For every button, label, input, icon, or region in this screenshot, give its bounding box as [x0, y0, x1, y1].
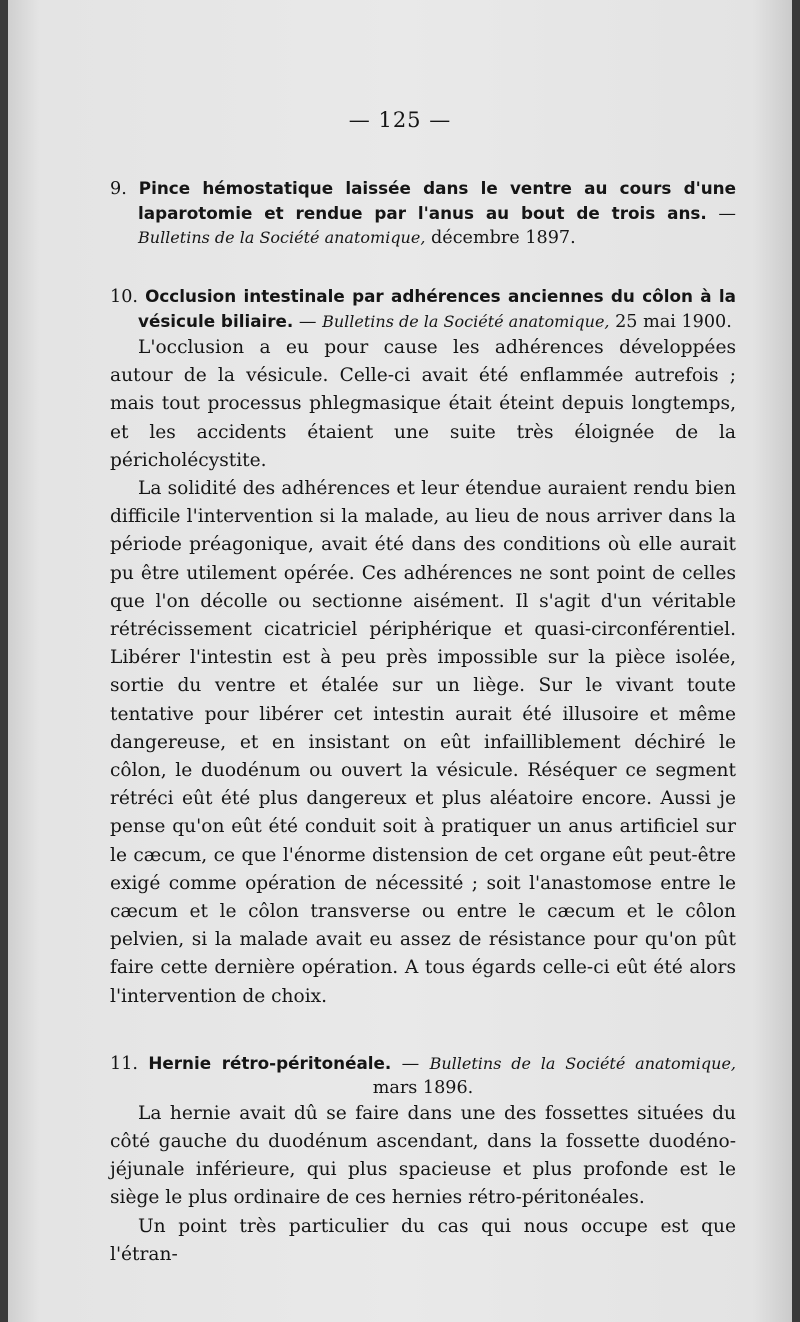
page-body: [110, 176, 736, 1269]
entry-date: 25 mai 1900.: [609, 312, 732, 332]
book-page: [8, 0, 792, 1322]
entry-reference: Bulletins de la Société anatomique,: [322, 312, 610, 331]
entry-number: 9.: [110, 179, 127, 199]
paragraph: La solidité des adhérences et leur étendue auraient rendu bien difficile l'intervention si la malade, au lieu de nous arriver dans la période préagonique, avait été dans des conditions où elle aurait pu être utilement opérée. Ces adhérences ne sont point de celles que l'on décolle ou sectionne aisément. Il s'agit d'un véritable rétrécissement cicatriciel périphérique et quasi-circonférentiel. Libérer l'intestin est à peu près impossible sur la pièce isolée, sortie du ventre et étalée sur un liège. Sur le vivant toute tentative pour libérer cet intestin aurait été illusoire et même dangereuse, et en insistant on eût infailliblement déchiré le côlon, le duodénum ou ouvert la vésicule. Réséquer ce segment rétréci eût été plus dangereux et plus aléatoire encore. Aussi je pense qu'on eût été conduit soit à pratiquer un anus artificiel sur le cæcum, ce que l'énorme distension de cet organe eût peut-être exigé comme opération de nécessité ; soit l'anastomose entre le cæcum et le côlon transverse ou entre le cæcum et le côlon pelvien, si la malade avait eu assez de résistance pour qu'on pût faire cette dernière opération. A tous égards celle-ci eût été alors l'intervention de choix.: [110, 478, 736, 1007]
entry-date: mars 1896.: [372, 1077, 474, 1098]
entry-11: [110, 1051, 736, 1100]
entry-date: décembre 1897.: [425, 228, 576, 248]
entry-number: 10.: [110, 287, 138, 307]
paragraph: L'occlusion a eu pour cause les adhérences développées autour de la vésicule. Celle-ci avait été enflammée autrefois ; mais tout processus phlegmasique était éteint depuis longtemps, et les accidents étaient une suite très éloignée de la péricholécystite.: [110, 337, 736, 471]
paragraph: Un point très particulier du cas qui nous occupe est que l'étran-: [110, 1215, 736, 1265]
entry-9: [110, 176, 736, 250]
entry-dash: —: [391, 1053, 430, 1074]
page-number: — 125 —: [348, 108, 452, 132]
entry-title: Pince hémostatique laissée dans le ventre au cours d'une laparotomie et rendue par l'anus au bout de trois ans.: [138, 178, 736, 223]
entry-title: Hernie rétro-péritonéale.: [148, 1052, 392, 1073]
entry-title: Occlusion intestinale par adhérences anciennes du côlon à la vésicule biliaire.: [138, 286, 736, 331]
entry-dash: —: [293, 312, 323, 332]
entry-reference: Bulletins de la Société anatomique,: [138, 228, 426, 247]
entry-10: [110, 284, 736, 334]
entry-reference: Bulletins de la Société anatomique,: [429, 1053, 736, 1073]
entry-number: 11.: [110, 1053, 138, 1074]
paragraph: La hernie avait dû se faire dans une des fossettes situées du côté gauche du duodénum ascendant, dans la fossette duodéno-jéjunale inférieure, qui plus spacieuse et plus profonde est le siège le plus ordinaire de ces hernies rétro-péritonéales.: [110, 1102, 736, 1209]
entry-dash: —: [706, 204, 737, 224]
